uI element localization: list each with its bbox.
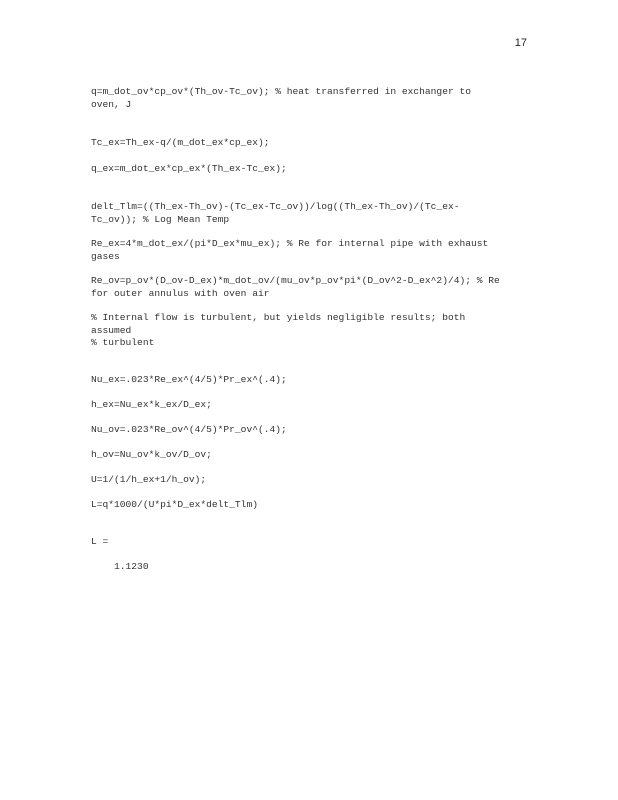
- code-comment-turbulent: % Internal flow is turbulent, but yields negligible results; both assumed % turbulent: [91, 312, 466, 348]
- code-line-nu-ov: Nu_ov=.023*Re_ov^(4/5)*Pr_ov^(.4);: [91, 424, 287, 435]
- code-line-u: U=1/(1/h_ex+1/h_ov);: [91, 474, 207, 485]
- code-line-re-ov: Re_ov=p_ov*(D_ov-D_ex)*m_dot_ov/(mu_ov*p_ov*pi*(D_ov^2-D_ex^2)/4); % Re for outer annulus with oven air: [91, 275, 500, 299]
- output-value-l: 1.1230: [91, 561, 149, 572]
- code-line-heat-transfer: q=m_dot_ov*cp_ov*(Th_ov-Tc_ov); % heat transferred in exchanger to oven, J: [91, 86, 471, 110]
- code-line-q-ex: q_ex=m_dot_ex*cp_ex*(Th_ex-Tc_ex);: [91, 163, 287, 174]
- code-line-h-ex: h_ex=Nu_ex*k_ex/D_ex;: [91, 399, 212, 410]
- code-line-log-mean-temp: delt_Tlm=((Th_ex-Th_ov)-(Tc_ex-Tc_ov))/log((Th_ex-Th_ov)/(Tc_ex- Tc_ov)); % Log Mean Temp: [91, 201, 460, 225]
- page-number: 17: [514, 37, 527, 49]
- code-line-h-ov: h_ov=Nu_ov*k_ov/D_ov;: [91, 449, 212, 460]
- code-line-re-ex: Re_ex=4*m_dot_ex/(pi*D_ex*mu_ex); % Re for internal pipe with exhaust gases: [91, 238, 489, 262]
- output-label-l: L =: [91, 536, 109, 547]
- code-line-l: L=q*1000/(U*pi*D_ex*delt_Tlm): [91, 499, 258, 510]
- code-line-nu-ex: Nu_ex=.023*Re_ex^(4/5)*Pr_ex^(.4);: [91, 374, 287, 385]
- code-line-tc-ex: Tc_ex=Th_ex-q/(m_dot_ex*cp_ex);: [91, 137, 270, 148]
